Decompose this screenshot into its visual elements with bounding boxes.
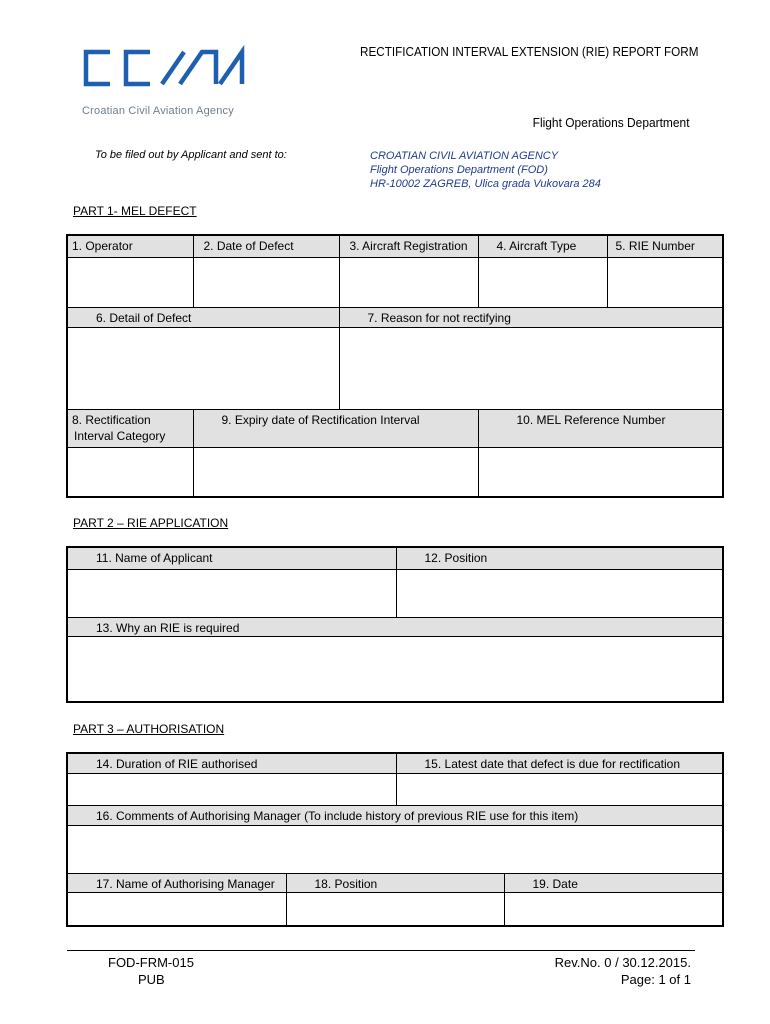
reason-not-rectifying-field[interactable]: [339, 327, 723, 409]
rie-number-label: 5. RIE Number: [607, 235, 723, 257]
revision-info: Rev.No. 0 / 30.12.2015.: [554, 955, 691, 970]
part3-table: [66, 752, 724, 927]
operator-field[interactable]: [67, 257, 193, 307]
date-of-defect-label: 2. Date of Defect: [193, 235, 339, 257]
aircraft-type-field[interactable]: [478, 257, 607, 307]
filed-note: To be filed out by Applicant and sent to:: [95, 149, 287, 161]
mel-reference-field[interactable]: [478, 447, 723, 497]
manager-position-field[interactable]: [286, 892, 504, 926]
aircraft-registration-label: 3. Aircraft Registration: [339, 235, 478, 257]
rie-reason-field[interactable]: [67, 636, 723, 702]
aircraft-type-label: 4. Aircraft Type: [478, 235, 607, 257]
latest-date-label: 15. Latest date that defect is due for rectification: [396, 753, 723, 773]
address-line: CROATIAN CIVIL AVIATION AGENCY: [370, 150, 559, 162]
manager-name-label: 17. Name of Authorising Manager: [67, 873, 286, 892]
operator-label: 1. Operator: [67, 235, 193, 257]
latest-date-field[interactable]: [396, 773, 723, 805]
form-code: FOD-FRM-015: [108, 955, 194, 970]
applicant-name-field[interactable]: [67, 569, 396, 617]
applicant-position-field[interactable]: [396, 569, 723, 617]
detail-of-defect-label: 6. Detail of Defect: [67, 307, 339, 327]
address-line: Flight Operations Department (FOD): [370, 164, 548, 176]
rectification-interval-category-label: [67, 409, 193, 447]
part2-table: [66, 546, 724, 703]
address-line: HR-10002 ZAGREB, Ulica grada Vukovara 284: [370, 178, 601, 190]
part3-title: PART 3 – AUTHORISATION: [73, 722, 225, 736]
agency-name: Croatian Civil Aviation Agency: [82, 105, 234, 117]
aircraft-registration-field[interactable]: [339, 257, 478, 307]
date-of-defect-field[interactable]: [193, 257, 339, 307]
reason-not-rectifying-label: 7. Reason for not rectifying: [339, 307, 723, 327]
classification: PUB: [138, 972, 165, 987]
part1-title: PART 1- MEL DEFECT: [73, 204, 197, 218]
part1-table: [66, 234, 724, 498]
footer-divider: [67, 950, 695, 951]
rie-number-field[interactable]: [607, 257, 723, 307]
recipient-address: [370, 149, 601, 191]
manager-comments-label: 16. Comments of Authorising Manager (To include history of previous RIE use for this item): [67, 805, 723, 825]
department-name: Flight Operations Department: [533, 115, 690, 130]
mel-reference-label: 10. MEL Reference Number: [478, 409, 723, 447]
label-line: Interval Category: [74, 428, 166, 443]
authorisation-date-label: 19. Date: [504, 873, 723, 892]
manager-comments-field[interactable]: [67, 825, 723, 873]
page-number: Page: 1 of 1: [620, 972, 691, 987]
label-line: 8. Rectification: [72, 412, 151, 427]
manager-name-field[interactable]: [67, 892, 286, 926]
applicant-position-label: 12. Position: [396, 547, 723, 569]
expiry-date-label: 9. Expiry date of Rectification Interval: [193, 409, 478, 447]
rectification-interval-category-field[interactable]: [67, 447, 193, 497]
applicant-name-label: 11. Name of Applicant: [67, 547, 396, 569]
rie-duration-field[interactable]: [67, 773, 396, 805]
form-title: RECTIFICATION INTERVAL EXTENSION (RIE) REPORT FORM: [360, 44, 699, 59]
authorisation-date-field[interactable]: [504, 892, 723, 926]
expiry-date-field[interactable]: [193, 447, 478, 497]
rie-reason-label: 13. Why an RIE is required: [67, 617, 723, 636]
detail-of-defect-field[interactable]: [67, 327, 339, 409]
manager-position-label: 18. Position: [286, 873, 504, 892]
rie-duration-label: 14. Duration of RIE authorised: [67, 753, 396, 773]
part2-title: PART 2 – RIE APPLICATION: [73, 516, 229, 530]
